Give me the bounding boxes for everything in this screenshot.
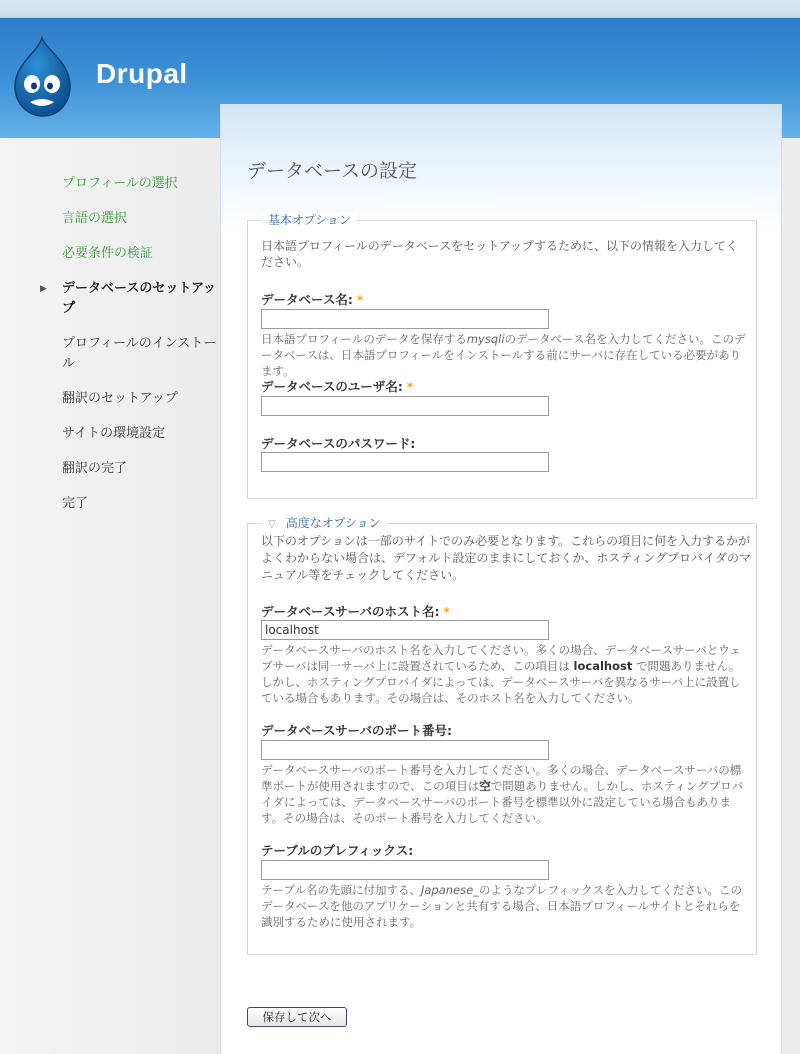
step-label: データベースのセットアップ: [62, 281, 217, 316]
advanced-options-legend-label[interactable]: 高度なオプション: [285, 516, 381, 530]
collapse-triangle-icon[interactable]: ▽: [268, 519, 276, 530]
sidebar: [0, 138, 220, 1054]
port-label: データベースサーバのポート番号:: [261, 723, 452, 738]
host-input[interactable]: [261, 620, 549, 640]
step-translation-finish: [62, 459, 218, 479]
step-label: 完了: [62, 496, 89, 511]
main-content: [220, 104, 782, 1054]
prefix-input[interactable]: [261, 860, 549, 880]
db-user-input[interactable]: [261, 396, 549, 416]
step-label: 言語の選択: [62, 211, 128, 226]
install-steps: [40, 174, 218, 529]
page-title: データベースの設定: [247, 160, 418, 182]
step-label: プロフィールのインストール: [62, 336, 217, 371]
db-name-description: 日本語プロフィールのデータを保存するmysqliのデータベース名を入力してください。このデータベースは、日本語プロフィールをインストールする前にサーバに存在している必要があります。: [261, 332, 746, 378]
prefix-description: テーブル名の先頭に付加する、Japanese_のようなプレフィックスを入力してください。このデータベースを他のアプリケーションと共有する場合、日本語プロフィールサイトとそれらを識別するために使用されます。: [261, 883, 742, 929]
step-label: 必要条件の検証: [62, 246, 154, 261]
basic-intro: 日本語プロフィールのデータベースをセットアップするために、以下の情報を入力してください。: [261, 239, 739, 269]
top-strip: [0, 0, 800, 18]
save-and-continue-button[interactable]: 保存して次へ: [247, 1007, 347, 1027]
host-description: データベースサーバのホスト名を入力してください。多くの場合、データベースサーバとウェブサーバは同一サーバ上に設置されているため、この項目は localhost で問題ありません。しかし、ホスティングプロバイダによっては、データベースサーバを異なるサーバ上に設置している場合もあります。その場合は、そのホスト名を入力してください。: [261, 643, 741, 705]
prefix-label: テーブルのプレフィックス:: [261, 843, 414, 858]
step-site-config: [62, 424, 218, 444]
required-star: *: [443, 605, 450, 619]
db-pass-input[interactable]: [261, 452, 549, 472]
db-pass-label: データベースのパスワード:: [261, 436, 416, 451]
port-input[interactable]: [261, 740, 549, 760]
port-description: データベースサーバのポート番号を入力してください。多くの場合、データベースサーバの標準ポートが使用されますので、この項目は空で問題ありません。しかし、ホスティングプロバイダによっては、データベースサーバのポート番号を標準以外に設定している場合もあります。その場合は、そのポート番号を入力してください。: [261, 763, 744, 825]
basic-options-fieldset: [247, 213, 757, 499]
drupal-logo-icon[interactable]: [12, 36, 74, 120]
host-label: データベースサーバのホスト名: *: [261, 604, 450, 619]
step-install-profile: [62, 334, 218, 374]
db-user-label: データベースのユーザ名: *: [261, 379, 414, 394]
step-profile: [62, 174, 218, 194]
required-star: *: [356, 293, 364, 307]
db-name-input[interactable]: [261, 309, 549, 329]
step-requirements: [62, 244, 218, 264]
step-label: サイトの環境設定: [62, 426, 166, 441]
step-label: プロフィールの選択: [62, 176, 178, 191]
db-name-label: データベース名: *: [261, 292, 364, 307]
required-star: *: [406, 380, 414, 394]
step-database: [40, 279, 218, 319]
basic-options-legend: 基本オプション: [262, 212, 357, 228]
step-label: 翻訳のセットアップ: [62, 391, 178, 406]
step-finished: [62, 494, 218, 514]
site-name[interactable]: Drupal: [96, 58, 188, 89]
advanced-options-legend[interactable]: [262, 515, 387, 533]
advanced-intro: 以下のオプションは一部のサイトでのみ必要となります。これらの項目に何を入力するかがよくわからない場合は、デフォルト設定のままにしておくか、ホスティングプロバイダのマニュアル等をチェックしてください。: [261, 534, 751, 582]
advanced-options-fieldset: [247, 516, 757, 955]
active-step-arrow-icon: ▶: [40, 284, 47, 294]
step-language: [62, 209, 218, 229]
step-translation-setup: [62, 389, 218, 409]
step-label: 翻訳の完了: [62, 461, 128, 476]
